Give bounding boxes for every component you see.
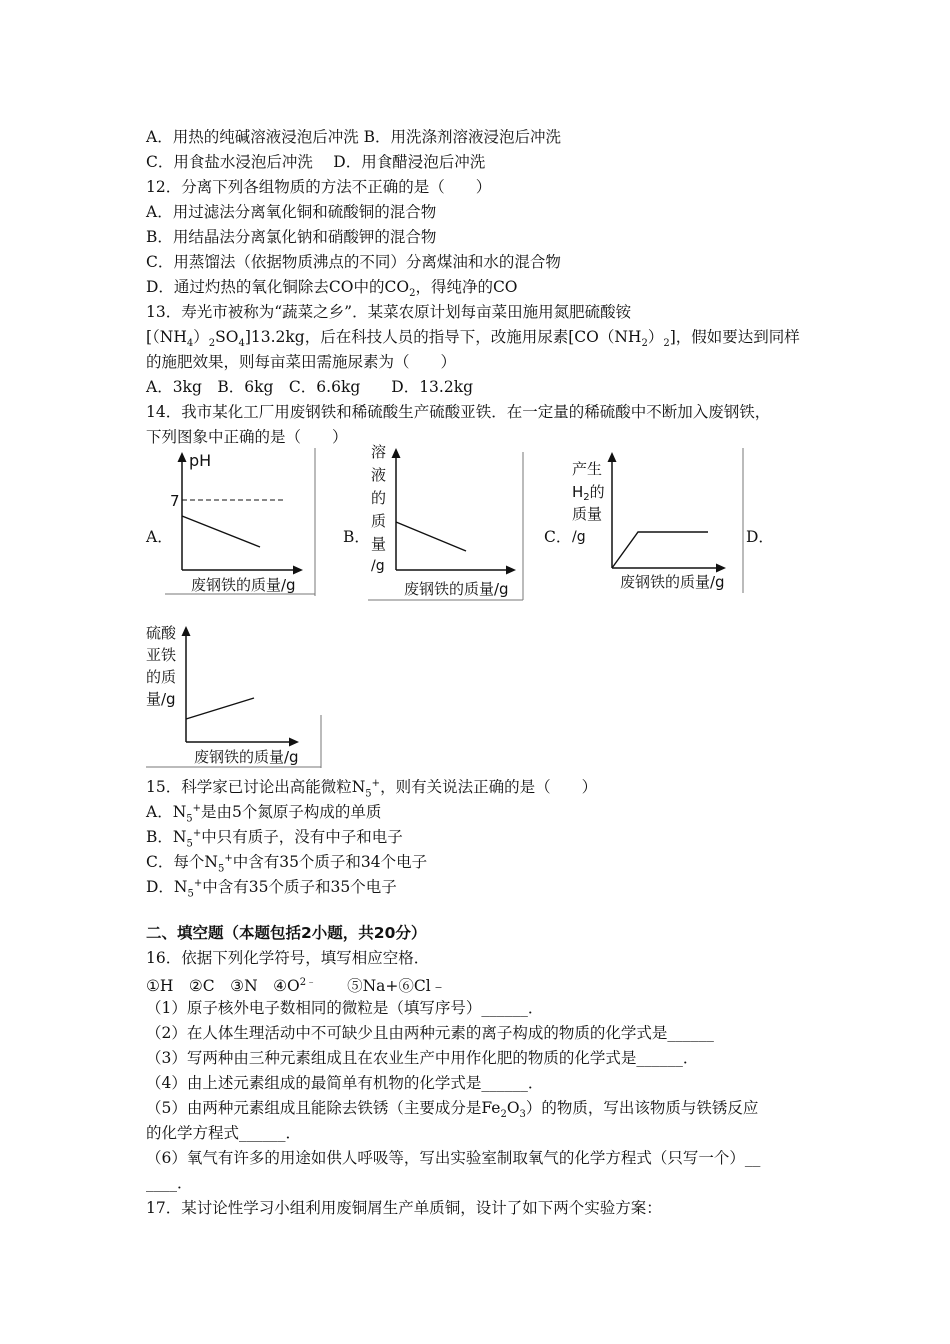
q14-label-c: C．	[544, 528, 572, 546]
q16-part-3: （3）写两种由三种元素组成且在农业生产中用作化肥的物质的化学式是______．	[146, 1049, 699, 1067]
graph-d-ylabel-1: 硫酸	[146, 624, 177, 642]
q16-part-2: （2）在人体生理活动中不可缺少且由两种元素的离子构成的物质的化学式是______	[146, 1024, 714, 1042]
q13-stem-line2: $[(NH_4)_2SO_4]13.2kg$，后在科技人员的指导下，改施用尿素$[CO(NH_2)_2]$，假如要达到同样	[146, 328, 800, 350]
graph-b-xlabel: 废钢铁的质量/g	[404, 580, 509, 598]
graph-d-xlabel: 废钢铁的质量/g	[194, 748, 299, 766]
q14-stem: 14．我市某化工厂用废钢铁和稀硫酸生产硫酸亚铁．在一定量的稀硫酸中不断加入废钢铁，	[146, 403, 771, 421]
graph-d-x-arrow	[289, 738, 299, 747]
q16-part-4: （4）由上述元素组成的最简单有机物的化学式是______．	[146, 1074, 544, 1092]
q14-stem-line2: 下列图象中正确的是（ ）	[146, 428, 348, 446]
graph-b-ylabel-3: 的	[371, 489, 387, 507]
graph-b-ylabel-1: 溶	[371, 443, 387, 461]
graph-b-ylabel-5: 量	[371, 535, 387, 553]
graph-c-xlabel: 废钢铁的质量/g	[620, 573, 725, 591]
graph-c-x-arrow	[716, 564, 726, 573]
graph-d-curve	[186, 698, 254, 719]
q12-option-a: A．用过滤法分离氧化铜和硫酸铜的混合物	[146, 203, 437, 221]
graph-d-ylabel-2: 亚铁	[146, 646, 177, 664]
graph-c-yunit: /g	[572, 529, 586, 545]
graph-b-y-arrow	[392, 448, 401, 458]
q15-option-d: D．$N_5^+$中含有35个质子和35个电子	[146, 878, 397, 900]
graph-a-ylabel: pH	[189, 451, 212, 470]
graph-b	[368, 442, 528, 604]
graph-c	[568, 448, 748, 593]
graph-b-ylabel-4: 质	[371, 512, 387, 530]
q12-option-d: D．通过灼热的氧化铜除去CO中的$CO_2$，得纯净的CO	[146, 278, 518, 300]
graph-a-x-arrow	[293, 566, 303, 575]
graph-d-ylabel-3: 的质	[146, 668, 177, 686]
graph-a-ref-label: 7	[170, 492, 180, 510]
q17-stem: 17．某讨论性学习小组利用废铜屑生产单质铜，设计了如下两个实验方案：	[146, 1199, 662, 1217]
q16-stem: 16．依据下列化学符号，填写相应空格．	[146, 949, 430, 967]
graph-b-curve	[396, 522, 466, 551]
graph-d-y-arrow	[182, 626, 191, 636]
q11-options-ab: A．用热的纯碱溶液浸泡后冲洗 B．用洗涤剂溶液浸泡后冲洗	[146, 128, 562, 146]
q15-stem: 15．科学家已讨论出高能微粒$N_5^+$，则有关说法正确的是（ ）	[146, 778, 598, 800]
q16-part-6: （6）氧气有许多的用途如供人呼吸等，写出实验室制取氧气的化学方程式（只写一个）__	[146, 1149, 761, 1167]
graph-c-ylabel-2: $H_2$的	[572, 483, 605, 503]
graph-c-curve	[612, 532, 708, 568]
q15-option-c: C．每个$N_5^+$中含有35个质子和34个电子	[146, 853, 428, 875]
graph-a-xlabel: 废钢铁的质量/g	[191, 576, 296, 594]
q16-symbols: ①H ②C ③N $④O^{2﹣}$ ⑤Na+⑥Cl﹣	[146, 977, 447, 996]
graph-b-yunit: /g	[371, 558, 385, 574]
graph-d	[146, 620, 326, 770]
q13-options: A．3kg B．6kg C．6.6kg D．13.2kg	[146, 378, 474, 396]
q13-stem-line3: 的施肥效果，则每亩菜田需施尿素为（ ）	[146, 353, 457, 371]
q12-option-c: C．用蒸馏法（依据物质沸点的不同）分离煤油和水的混合物	[146, 253, 561, 271]
q15-option-b: B．$N_5^+$中只有质子，没有中子和电子	[146, 828, 403, 850]
graph-d-ylabel-4: 量/g	[146, 690, 176, 708]
q13-stem: 13．寿光市被称为“蔬菜之乡”．某菜农原计划每亩菜田施用氮肥硫酸铵	[146, 303, 632, 321]
graph-a	[165, 448, 320, 596]
q12-option-b: B．用结晶法分离氯化钠和硝酸钾的混合物	[146, 228, 437, 246]
graph-c-ylabel-3: 质量	[572, 505, 603, 523]
graph-c-y-arrow	[608, 452, 617, 462]
q16-part-1: （1）原子核外电子数相同的微粒是（填写序号）______．	[146, 999, 544, 1017]
graph-b-ylabel-2: 液	[371, 466, 387, 484]
q14-label-b: B．	[343, 528, 370, 546]
graph-a-y-arrow	[178, 452, 187, 462]
q16-part-5: （5）由两种元素组成且能除去铁锈（主要成分是$Fe_2O_3$）的物质，写出该物质与铁锈反应	[146, 1099, 759, 1121]
q15-option-a: A．$N_5^+$是由5个氮原子构成的单质	[146, 803, 382, 825]
q16-part-6-line2: ____．	[146, 1174, 193, 1192]
q16-part-5-line2: 的化学方程式______．	[146, 1124, 302, 1142]
q11-options-cd: C．用食盐水浸泡后冲洗 D．用食醋浸泡后冲洗	[146, 153, 486, 171]
q12-stem: 12．分离下列各组物质的方法不正确的是（ ）	[146, 178, 492, 196]
graph-b-x-arrow	[506, 566, 516, 575]
section-2-title: 二、填空题（本题包括2小题，共20分）	[146, 924, 427, 942]
q14-label-a: A．	[146, 528, 173, 546]
graph-a-curve	[182, 516, 260, 547]
graph-c-ylabel-1: 产生	[572, 460, 603, 478]
q14-label-d: D．	[746, 528, 774, 546]
